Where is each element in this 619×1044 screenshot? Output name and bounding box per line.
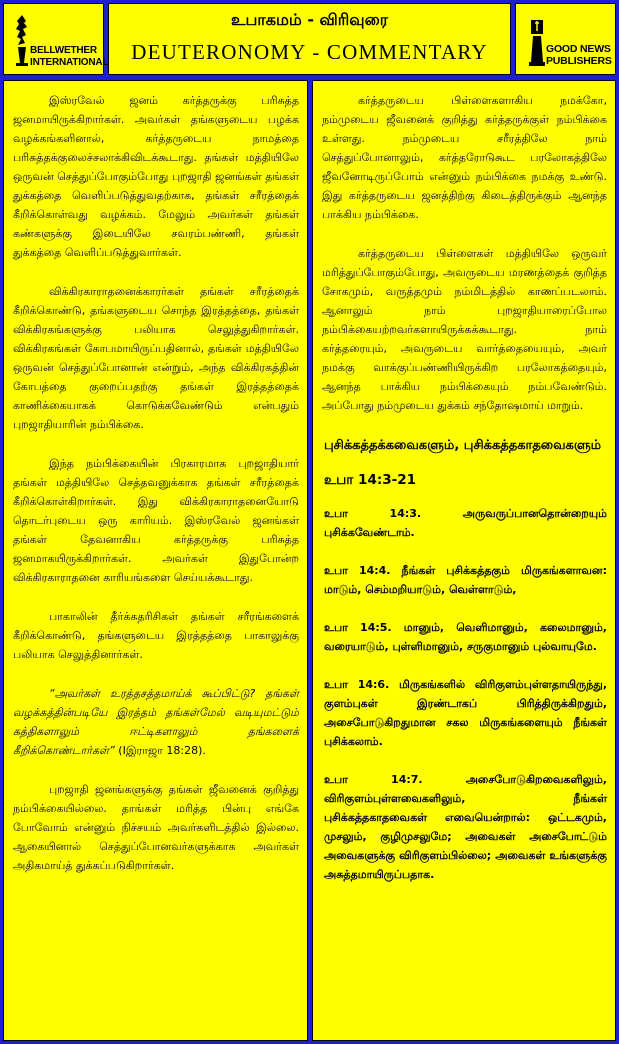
verse: உபா 14:5. மானும், வெளிமானும், கலைமானும், வரையாடும், புள்ளிமானும், சருகுமானும் புல்வாயுமே.: [324, 621, 607, 653]
bible-book-icon: [529, 16, 545, 68]
verse: உபா 14:7. அசைபோடுகிறவைகளிலும், விரிகுளம்புள்ளவைகளிலும், நீங்கள் புசிக்கத்தகாதவைகள் எவையென்றால்: ஒட்டகமும், முசலும், குழிமுசலுமே; அவைகள் அசைபோட்டும் அவைகளுக்கு விரிகுளம்பில்லை; அவைகள் உங்களுக்கு அசுத்தமாயிருப்பதாக.: [324, 773, 607, 881]
paragraph: கர்த்தருடைய பிள்ளைகள் மத்தியிலே ஒருவர் மரித்துப்போகும்போது, அவருடைய மரணத்தைக் குறித்த சோகமும், வருத்தமும் நம்மிடத்தில் காணப்படலாம். ஆனாலும் நாம் புறஜாதியாரைப்போல நம்பிக்கையற்றவர்களாயிருக்கக்கூடாது. நாம் கர்த்தரையும், அவருடைய வார்த்தையையும், அவர் நமக்கு வாக்குப்பண்ணியிருக்கிற பரலோகத்தையும், ஆனந்த பாக்கிய நம்பிக்கையும் நம்பவேண்டும். அப்போது நம்முடைய துக்கம் சந்தோஷமாய் மாறும்.: [322, 247, 607, 412]
verse: உபா 14:3. அருவருப்பானதொன்றையும் புசிக்கவேண்டாம்.: [324, 507, 607, 539]
paragraph: கர்த்தருடைய பிள்ளைகளாகிய நமக்கோ, நம்முடைய ஜீவனைக் குறித்து கர்த்தருக்குள் நம்பிக்கை உள்ளது. நம்முடைய சரீரத்திலே நாம் செத்துப்போனாலும், கர்த்தரோடுகூட பரலோகத்திலே ஜீவனோடிருப்போம் என்னும் நம்பிக்கை நமக்கு உண்டு. இது கர்த்தருடைய ஜனத்திற்கு கிடைத்திருக்கும் ஆனந்த பாக்கிய நம்பிக்கை.: [322, 94, 607, 221]
section-heading: புசிக்கத்தக்கவைகளும், புசிக்கத்தகாதவைகளும்: [324, 438, 602, 453]
passage-reference: உபா 14:3-21: [324, 472, 417, 488]
good-news-logo-text: GOOD NEWS PUBLISHERS: [546, 43, 612, 67]
good-news-logo: [515, 3, 616, 75]
paragraph: புறஜாதி ஜனங்களுக்கு தங்கள் ஜீவனைக் குறித்து நம்பிக்கையில்லை. தாங்கள் மரித்த பின்பு எங்கே போவோம் என்னும் நிச்சயம் அவர்களிடத்தில் இல்லை. ஆகையினால் செத்துப்போனவர்களுக்காக அவர்கள் அதிகமாய்த் துக்கப்படுகிறார்கள்.: [13, 783, 299, 872]
left-column: [3, 80, 308, 1041]
paragraph: இந்த நம்பிக்கையின் பிரகாரமாக புறஜாதியார் தங்கள் மத்தியிலே செத்தவனுக்காக தங்கள் சரீரத்தைக் கீறிக்கொள்கிறார்கள். இது விக்கிரகாராதனையோடு தொடர்புடைய ஒரு காரியம். இஸ்ரவேல் ஜனங்கள் தங்கள் தேவனாகிய கர்த்தருக்கு பரிசுத்த ஜனமாகயிருக்கிறார்கள். அவர்கள் இதுபோன்ற விக்கிரகாராதனை காரியங்களை செய்யக்கூடாது.: [13, 457, 299, 584]
right-column: [312, 80, 616, 1041]
verse: உபா 14:6. மிருகங்களில் விரிகுளம்புள்ளதாயிருந்து, குளம்புகள் இரண்டாகப் பிரித்திருக்கிறதும், அசைபோடுகிறதுமான சகல மிருகங்களையும் நீங்கள் புசிக்கலாம்.: [324, 678, 607, 748]
scripture-quote: [13, 684, 299, 760]
verse: உபா 14:4. நீங்கள் புசிக்கத்தகும் மிருகங்களாவன: மாடும், செம்மறியாடும், வெள்ளாடும்,: [324, 564, 607, 596]
paragraph: விக்கிரகாராதனைக்காரர்கள் தங்கள் சரீரத்தைக் கீறிக்கொண்டு, தங்களுடைய சொந்த இரத்தத்தை, தங்கள் விக்கிரகங்களுக்கு பலியாக செலுத்துகிறார்கள். விக்கிரகங்கள் கோபமாயிருப்பதினால், தங்கள் மத்தியிலே ஒருவன் செத்துப்போனான் என்றும், அந்த விக்கிரகத்தின் கோபத்தை குறைப்பதற்கு தங்கள் இரத்தத்தைக் காணிக்கையாகக் கொடுக்கவேண்டும் என்பதும் புறஜாதியாரின் நம்பிக்கை.: [13, 285, 299, 431]
title-banner: [108, 3, 511, 75]
bellwether-ram-icon: [14, 13, 30, 71]
title-english: DEUTERONOMY - COMMENTARY: [131, 40, 488, 64]
bellwether-logo-text: BELLWETHER INTERNATIONAL: [30, 45, 109, 68]
quote-reference: (Iஇராஜா 18:28).: [118, 744, 206, 757]
quote-text: “அவர்கள் உரத்தசத்தமாய்க் கூப்பிட்டு? தங்கள் வழக்கத்தின்படியே இரத்தம் தங்கள்மேல் வடியுமட்டும் கத்திகளாலும் ஈட்டிகளாலும் தங்களைக் கீறிக்கொண்டார்கள்”: [13, 687, 299, 757]
paragraph: இஸ்ரவேல் ஜனம் கர்த்தருக்கு பரிசுத்த ஜனமாயிருக்கிறார்கள். அவர்கள் தங்களுடைய பழக்க வழக்கங்களினால், கர்த்தருடைய நாமத்தை பரிசுத்தக்குலைச்சலாக்கிவிடக்கூடாது. தங்கள் மத்தியிலே ஒருவன் செத்துப்போகும்போது புறஜாதி ஜனங்கள் தங்கள் துக்கத்தை வெளிப்படுத்துவதற்காக, தங்கள் சரீரத்தைக் கீறிக்கொள்வது வழக்கம். மேலும் அவர்கள் தங்கள் கண்களுக்கு இடையிலே சவரம்பண்ணி, தங்கள் துக்கத்தை வெளிப்படுத்துவார்கள்.: [13, 94, 299, 259]
title-tamil: உபாகமம் - விரிவுரை: [231, 10, 388, 29]
bellwether-logo: [3, 3, 109, 75]
paragraph: பாகாலின் தீர்க்கதரிசிகள் தங்கள் சரீரங்களைக் கீறிக்கொண்டு, தங்களுடைய இரத்தத்தை பாகாலுக்கு பலியாக செலுத்தினார்கள்.: [13, 610, 299, 661]
